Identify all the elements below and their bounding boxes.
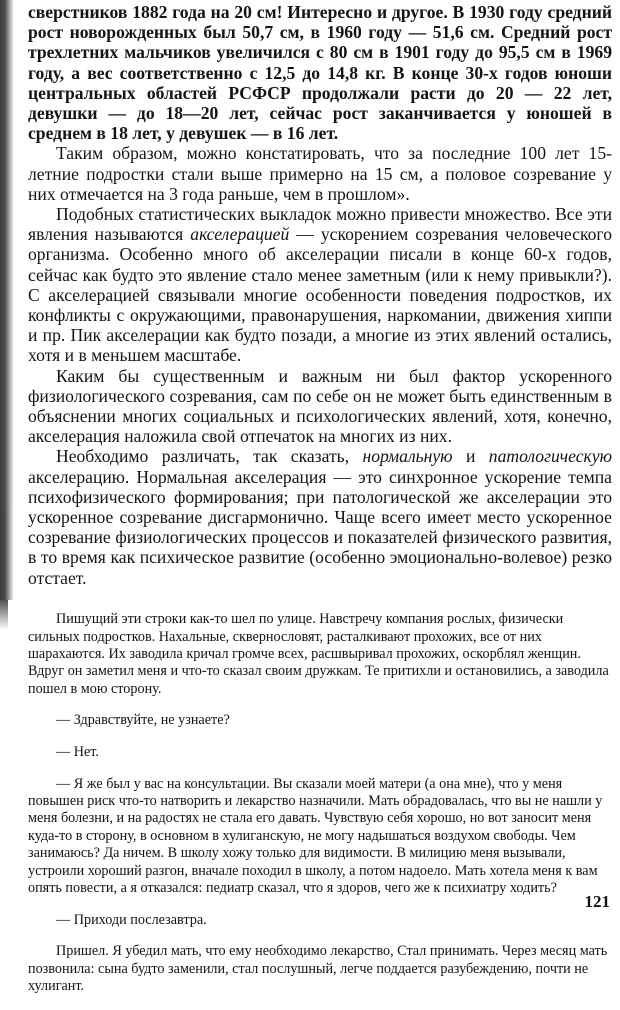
case-paragraph-final: Пришел. Я убедил мать, что ему необходимо лекарство, Стал принимать. Через месяц мать позвонила: сына будто заменили, стал послушный, легче поддается разубеждению, почти не хулигант. — [28, 943, 608, 995]
paragraph-5-e: акселерацию. Нормальная акселерация — это синхронное ускорение темпа психофизического формирования; при патологической же акселерации это ускоренное созревание дисгармонично. Чаще всего имеет место ускоренное созревание физиологических процессов и показателей физического развития, в то время как психическое развитие (особенно эмоционально-волевое) резко отстает. — [28, 466, 612, 588]
main-text — [28, 2, 612, 588]
term-pathological: патологическую — [488, 446, 612, 467]
paragraph-3-end: — ускорением созревания человеческого организма. Особенно много об акселерации писали в конце 60-х годов, сейчас как будто это явление стало менее заметным (или к нему привыкли?). С акселерацией связывали многие особенности поведения подростков, их конфликты с окружающими, правонарушения, наркомании, движения хиппи и пр. Пик акселерации как будто позади, а многие из этих явлений остались, хотя и в меньшем масштабе. — [28, 224, 612, 366]
term-normal: нормальную — [362, 446, 453, 467]
case-dialogue-1: — Здравствуйте, не узнаете? — [56, 712, 230, 729]
paragraph-2: Таким образом, можно констатировать, что за последние 100 лет 15-летние подростки стали выше примерно на 15 см, а половое созревание у них отмечается на 3 года раньше, чем в прошлом». — [28, 143, 612, 204]
case-paragraph-1: Пишущий эти строки как-то шел по улице. Навстречу компания рослых, физически сильных подростков. Нахальные, сквернословят, расталкивают прохожих, все от них шарахаются. Их заводила кричал громче всех, расшвыривал прохожих, оскорблял женщин. Вдруг он заметил меня и что-то сказал своим дружкам. Те притихли и остановились, а заводила пошел в мою сторону. — [28, 611, 609, 697]
paragraph-1: сверстников 1882 года на 20 см! Интересно и другое. В 1930 году средний рост новорожденных был 50,7 см, в 1960 году — 51,6 см. Средний рост трехлетних мальчиков увеличился с 80 см в 1901 году до 95,5 см в 1969 году, а вес соответственно с 12,5 до 14,8 кг. В конце 30-х годов юноши центральных областей РСФСР продолжали расти до 20 — 22 лет, девушки — до 18—20 лет, сейчас рост заканчивается у юношей в среднем в 18 лет, у девушек — в 16 лет. — [28, 2, 612, 144]
paragraph-3 — [28, 204, 612, 366]
paragraph-5-c: и — [452, 446, 489, 467]
case-dialogue-2: — Нет. — [56, 744, 99, 760]
paragraph-5 — [28, 446, 612, 587]
term-acceleration: акселерацией — [190, 224, 290, 245]
binding-shadow — [0, 0, 14, 600]
case-dialogue-4: — Приходи послезавтра. — [56, 911, 207, 928]
page-number: 121 — [584, 892, 610, 911]
case-dialogue-3: — Я же был у вас на консультации. Вы сказали моей матери (а она мне), что у меня повышен риск что-то натворить и лекарство назначили. Мать обрадовалась, что вы не нашли у меня болезни, и на радостях не стала его давать. Чувствую себя хорошо, но вот заносит меня куда-то в сторону, в основном в хулиганскую, не могу надышаться воздухом свободы. Чем занимаюсь? Да ничем. В школу хожу только для видимости. В милицию меня вызывали, устроили хороший разгон, вначале походил в школу, а потом надоело. Мать хотела меня к вам опять повести, а я отказался: педиатр сказал, что я здоров, чего же к психиатру ходить? — [28, 775, 603, 897]
case-study-text — [28, 597, 612, 1010]
paragraph-3-start: Подобных статистических выкладок можно привести множество. Все эти явления называются — [28, 204, 612, 245]
paragraph-4: Каким бы существенным и важным ни был фактор ускоренного физиологического созревания, сам по себе он не может быть единственным в объяснении многих социальных и психологических явлений, хотя, конечно, акселерация наложила свой отпечаток на многих из них. — [28, 365, 612, 447]
paragraph-5-a: Необходимо различать, так сказать, — [56, 446, 363, 467]
